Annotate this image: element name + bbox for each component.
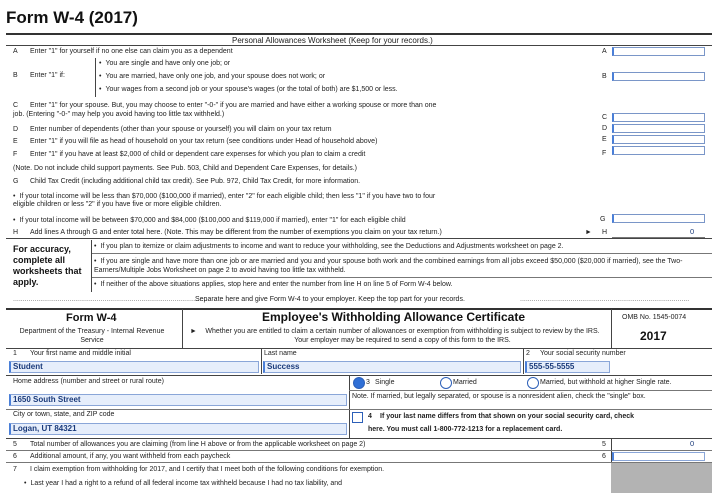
certificate-form-name: Form W-4: [66, 312, 117, 324]
line-5-rule: [6, 450, 712, 451]
line-h-rule: [6, 238, 712, 239]
accuracy-sep-2: [92, 277, 712, 278]
line-4-text-2: here. You must call 1-800-772-1213 for a replacement card.: [368, 426, 563, 433]
line-c-text-2: job. (Entering "-0-" may help you avoid having too little tax withheld.): [13, 111, 225, 118]
line-g-bullet-1b: eligible children or less "2" if you have five or more eligible children.: [13, 201, 222, 208]
status-rule: [349, 390, 712, 391]
line-6-rule: [6, 462, 712, 463]
line-g-bullet-2: • If your total income will be between $70,000 and $84,000 ($100,000 and $119,000 if married), enter "1" for each eligible child: [13, 217, 406, 225]
line-1-label: Your first name and middle initial: [30, 350, 131, 357]
line-c-input[interactable]: [612, 113, 705, 122]
worksheet-title: Personal Allowances Worksheet (Keep for your records.): [232, 36, 433, 45]
line-7-number: 7: [13, 466, 17, 473]
line-f-text: Enter "1" if you have at least $2,000 of child or dependent care expenses for which you plan to claim a credit: [30, 151, 366, 158]
address-input[interactable]: 1650 South Street: [9, 394, 347, 406]
city-input[interactable]: Logan, UT 84321: [9, 423, 347, 435]
line-2-label: Your social security number: [540, 350, 626, 357]
line-d-input[interactable]: [612, 124, 705, 133]
certificate-arrow-icon: ►: [190, 328, 197, 335]
letter-h: H: [13, 229, 19, 236]
status-married-higher-label: Married, but withhold at higher Single rate.: [540, 379, 672, 386]
status-married-label: Married: [453, 379, 477, 386]
letter-g-right: G: [600, 216, 606, 223]
accuracy-sep-1: [92, 253, 712, 254]
line-e-text: Enter "1" if you will file as head of household on your tax return (see conditions under Head of household above): [30, 138, 378, 145]
ssn-input[interactable]: 555-55-5555: [525, 361, 610, 373]
line-6-input[interactable]: [612, 452, 705, 461]
note-line: (Note. Do not include child support payments. See Pub. 503, Child and Dependent Care Expenses, for details.): [13, 165, 357, 172]
last-name-label: Last name: [264, 350, 297, 357]
line-5-text: Total number of allowances you are claiming (from line H above or from the applicable worksheet on page 2): [30, 441, 366, 448]
form-year: 2017: [640, 329, 667, 343]
name-divider: [261, 348, 262, 374]
accuracy-bullet-2: • If you are single and have more than one job or are married and you and your spouse both work and the combined earnings from all jobs exceed $50,000 ($20,000 if married), see the Two-Earners/Multiple Jobs Worksheet on page 2 to avoid having too little tax withheld.: [94, 257, 694, 275]
accuracy-bullet-3: • If neither of the above situations applies, stop here and enter the number from line H on line 5 of Form W-4 below.: [94, 281, 452, 289]
letter-f-right: F: [602, 150, 607, 157]
letter-f: F: [13, 151, 18, 158]
last-name-input[interactable]: Success: [263, 361, 521, 373]
line-7-text: I claim exemption from withholding for 2017, and I certify that I meet both of the following conditions for exemption.: [30, 466, 385, 473]
address-label: Home address (number and street or rural route): [13, 378, 164, 385]
certificate-header-rule: [6, 348, 712, 349]
accuracy-bullet-1: • If you plan to itemize or claim adjustments to income and want to reduce your withholding, see the Deductions and Adjustments worksheet on page 2.: [94, 243, 564, 251]
line-b-bullet-2: • You are married, have only one job, and your spouse does not work; or: [99, 73, 325, 81]
line-6-text: Additional amount, if any, you want withheld from each paycheck: [30, 453, 231, 460]
status-single-radio[interactable]: [353, 377, 365, 389]
line-h-text: Add lines A through G and enter total here. (Note. This may be different from the number of exemptions you claim on your tax return.): [30, 229, 442, 236]
city-label: City or town, state, and ZIP code: [13, 411, 115, 418]
status-married-radio[interactable]: [440, 377, 452, 389]
line-b-input[interactable]: [612, 72, 705, 81]
line-5-box-number: 5: [602, 441, 606, 448]
letter-g: G: [13, 178, 19, 185]
letter-c-right: C: [602, 114, 608, 121]
line-g-text: Child Tax Credit (including additional child tax credit). See Pub. 972, Child Tax Credit, for more information.: [30, 178, 361, 185]
line-g-bullet-1a: • If your total income will be less than $70,000 ($100,000 if married), enter "2" for each eligible child; then less "1" if you have two to four: [13, 193, 435, 201]
line-4-text-1: If your last name differs from that shown on your social security card, check: [380, 413, 635, 420]
top-rule: [6, 33, 712, 35]
line-f-input[interactable]: [612, 146, 705, 155]
certificate-title: Employee's Withholding Allowance Certificate: [262, 310, 526, 324]
letter-b-right: B: [602, 73, 607, 80]
letter-e-right: E: [602, 136, 607, 143]
line-b-text: Enter "1" if:: [30, 72, 65, 79]
line-g-input[interactable]: [612, 214, 705, 223]
line-1-number: 1: [13, 350, 17, 357]
certificate-right-divider: [611, 309, 612, 348]
letter-h-right: H: [602, 229, 608, 236]
certificate-subtitle: Whether you are entitled to claim a certain number of allowances or exemption from withholding is subject to review by the IRS. Your employer may be required to send a copy of this form to the IRS.: [205, 328, 600, 344]
certificate-left-divider: [182, 309, 183, 348]
line-a-input[interactable]: [612, 47, 705, 56]
line-6-box-number: 6: [602, 453, 606, 460]
line-b-bracket: [95, 58, 96, 97]
separator-text: Separate here and give Form W-4 to your employer. Keep the top part for your records.: [195, 296, 465, 303]
name-row-rule: [6, 375, 712, 376]
line-a-text: Enter "1" for yourself if no one else can claim you as a dependent: [30, 48, 233, 55]
address-divider: [349, 375, 350, 439]
line-2-number: 2: [526, 350, 530, 357]
line-e-input[interactable]: [612, 135, 705, 144]
worksheet-title-rule: [6, 45, 712, 46]
status-married-higher-radio[interactable]: [527, 377, 539, 389]
letter-b: B: [13, 72, 18, 79]
ssn-divider: [523, 348, 524, 374]
line-b-bullet-3: • Your wages from a second job or your spouse's wages (or the total of both) are $1,500 or less.: [99, 86, 398, 94]
line-4-checkbox[interactable]: [352, 412, 363, 423]
separator-dots-right: .......................................................................................: [520, 296, 690, 303]
letter-e: E: [13, 138, 18, 145]
letter-c: C: [13, 102, 19, 109]
form-title: Form W-4 (2017): [6, 8, 138, 27]
letter-a: A: [13, 48, 18, 55]
letter-d-right: D: [602, 125, 608, 132]
accuracy-label: For accuracy, complete all worksheets that apply.: [13, 244, 82, 287]
line-7-bullet: • Last year I had a right to a refund of all federal income tax withheld because I had no tax liability, and: [24, 480, 342, 488]
line-7-shaded-box: [611, 463, 712, 493]
line-h-value[interactable]: 0: [690, 227, 695, 236]
line-c-text-1: Enter "1" for your spouse. But, you may choose to enter "-0-" if you are married and have either a working spouse or more than one: [30, 102, 437, 109]
city-row-rule: [6, 438, 712, 439]
certificate-dept: Department of the Treasury - Internal Revenue Service: [19, 328, 165, 344]
line-b-bullet-1: • You are single and have only one job; or: [99, 60, 230, 68]
line-4-number: 4: [368, 413, 372, 420]
line-5-value[interactable]: 0: [690, 439, 695, 448]
status-number: 3: [366, 379, 370, 386]
address-row-rule: [6, 409, 712, 410]
letter-a-right: A: [602, 48, 607, 55]
line-6-number: 6: [13, 453, 17, 460]
accuracy-bracket: [91, 240, 92, 292]
line-d-text: Enter number of dependents (other than your spouse or yourself) you will claim on your tax return: [30, 126, 332, 133]
separator-dots-left: ....................................................................................................: [13, 296, 208, 303]
first-name-input[interactable]: Student: [9, 361, 259, 373]
arrow-icon: ►: [585, 229, 592, 236]
line-5-number: 5: [13, 441, 17, 448]
letter-d: D: [13, 126, 19, 133]
status-single-label: Single: [375, 379, 395, 386]
status-note: Note. If married, but legally separated, or spouse is a nonresident alien, check the "single" box.: [352, 393, 646, 400]
omb-number: OMB No. 1545-0074: [622, 314, 687, 321]
